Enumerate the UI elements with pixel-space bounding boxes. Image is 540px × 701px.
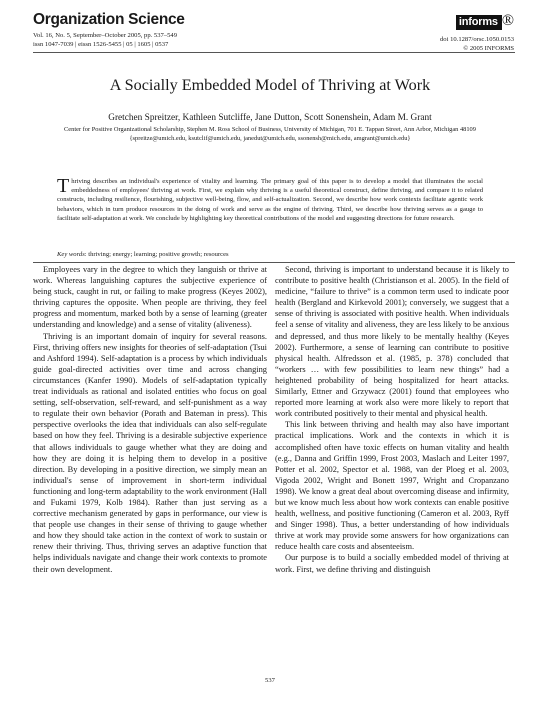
journal-header [33, 11, 333, 49]
copyright: © 2005 INFORMS [463, 44, 514, 52]
body-column-right [275, 264, 509, 575]
informs-logo: informs [456, 15, 502, 30]
abstract-rule [33, 262, 515, 263]
registered-mark: ® [501, 12, 514, 29]
paper-title: A Socially Embedded Model of Thriving at Work [109, 76, 431, 94]
keywords [57, 250, 483, 259]
authors: Gretchen Spreitzer, Kathleen Sutcliffe, Jane Dutton, Scott Sonenshein, Adam M. Grant [108, 113, 432, 123]
affiliation: Center for Positive Organizational Scholarship, Stephen M. Ross School of Business, University of Michigan, 701 E. Tappan Street, Ann Arbor, Michigan 48109 [64, 126, 476, 133]
body-paragraph: Thriving is an important domain of inquiry for several reasons. First, thriving offers new insights for theories of self-adaptation (Tsui and Ashford 1994). Self-adaptation is a process by which individuals guide goal-directed activities over time and across changing circumstances (Kanfer 1990). Models of self-adaptation typically treat individuals as rational and isolated entities who focus on goal setting, self-observation, self-reward, and self-punishment as a way to regulate their own behavior (Porath and Bateman in press). This perspective overlooks the idea that individuals can also self-regulate based on how they feel. Thriving is a desirable subjective experience that allows individuals to gauge whether what they are doing and how they are doing it is helping them to develop in a positive direction. By developing in a positive direction, we simply mean an individual's sense of improvement in short-term individual functioning and long-term adaptability to the work environment (Hall and Fukami 1979, Kolb 1984). Rather than just serving as a corrective mechanism generated by gaps in performance, our view is that people use changes in their sense of thriving to gauge whether and how they should take action in the context of work to sustain or renew their thriving. Thus, thriving serves an adaptive function that helps individuals navigate and change their work contexts to promote their own development. [33, 331, 267, 574]
keywords-label: Key words [57, 251, 85, 258]
author-emails: {spreitze@umich.edu, ksutclif@umich.edu, janedut@umich.edu, ssonensh@mich.edu, amgrant@umich.edu} [129, 134, 411, 142]
abstract [57, 177, 483, 223]
issn-line: issn 1047-7039 | eissn 1526-5455 | 05 | 1605 | 0537 [33, 40, 169, 48]
affiliation-block [30, 126, 510, 143]
doi: doi 10.1287/orsc.1050.0153 [440, 36, 514, 43]
journal-title: Organization Science [33, 11, 185, 28]
keywords-text: : thriving; energy; learning; positive growth; resources [84, 251, 229, 258]
body-paragraph: Employees vary in the degree to which they languish or thrive at work. Whereas languishing captures the subjective experience of being stuck, caught in rut, or failing to make progress (Keyes 2002), thriving captures the opposite. When people are thriving, they feel progress and momentum, marked both by a sense of learning (greater understanding and knowledge) and a sense of vitality (aliveness). [33, 265, 267, 330]
publisher-header [314, 12, 514, 53]
header-rule [33, 52, 515, 53]
abstract-text: hriving describes an individual's experience of vitality and learning. The primary goal of this paper is to develop a model that illuminates the social embeddedness of employees' thriving at work. First, we explain why thriving is a useful theoretical construct, define thriving, and compare it to related constructs, including resilience, flourishing, subjective well-being, flow, and self-actualization. Second, we describe how work contexts facilitate agentic work behaviors, which in turn produce resources in the doing of work and serve as the engine of thriving. Third, we describe how thriving serves as a gauge to facilitate self-adaptation at work. We conclude by highlighting key theoretical contributions of the model and suggesting directions for future research. [57, 178, 483, 222]
body-paragraph: Our purpose is to build a socially embedded model of thriving at work. First, we define thriving and distinguish [275, 553, 509, 574]
volume-line: Vol. 16, No. 5, September–October 2005, pp. 537–549 [33, 32, 178, 39]
page-number: 537 [265, 677, 275, 684]
abstract-dropcap: T [57, 175, 70, 197]
body-paragraph: Second, thriving is important to understand because it is likely to contribute to positive health (Christianson et al. 2005). In the field of medicine, “failure to thrive” is a common term used to indicate poor health (Bergland and Kirkevold 2001); conversely, we suggest that a sense of thriving is associated with positive health. When individuals feel a sense of vitality and aliveness, they are less likely to be anxious and depressed, and thus more likely to be mentally healthy (Keyes 2002). Furthermore, a sense of learning can contribute to positive physical health. Alfredsson et al. (1985, p. 378) concluded that “workers … with few possibilities to learn new things” had a heightened probability of being hospitalized for heart attacks. Similarly, Ettner and Grzywacz (2001) found that employees who reported more learning at work also were more likely to report that work contributed positively to their mental and physical health. [275, 265, 509, 419]
body-column-left [33, 264, 267, 575]
body-paragraph: This link between thriving and health may also have important practical implications. Work and the contexts in which it is accomplished often have toxic effects on human vitality and health (e.g., Danna and Griffin 1999, Frost 2003, Maslach and Leiter 1997, Potter et al. 2002, Spector et al. 1988, van der Ploeg et al. 2003, Vigoda 2002, Wright and Bonett 1997, Wright and Cropanzano 1998). We know a great deal about overcoming disease and infirmity, but we know much less about how work contexts can enable positive health, wellness, and positive functioning (Cameron et al. 2003, Ryff and Singer 1998). Thus, a better understanding of how individuals thrive at work may provide some answers for how organizations can reduce health care costs and absenteeism. [275, 420, 509, 552]
